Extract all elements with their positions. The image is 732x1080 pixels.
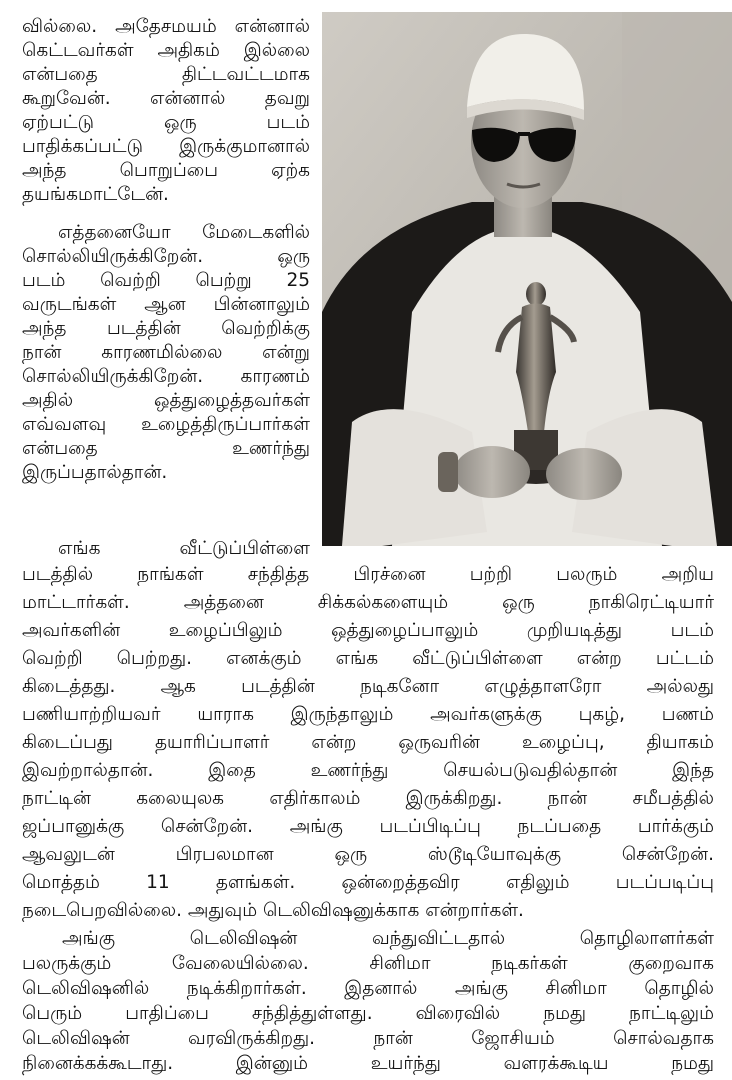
text-line: கிடைப்பது தயாரிப்பாளர் என்ற ஒருவரின் உழைப்பு, தியாகம் bbox=[22, 732, 714, 753]
text-line: ஜப்பானுக்கு சென்றேன். அங்கு படப்பிடிப்பு நடப்பதை பார்க்கும் bbox=[22, 816, 714, 837]
text-line: தயங்கமாட்டேன். bbox=[22, 184, 169, 205]
text-line: அவர்களின் உழைப்பிலும் ஒத்துழைப்பாலும் முறியடித்து படம் bbox=[22, 620, 714, 641]
portrait-photo bbox=[322, 12, 732, 546]
text-line: அந்த பொறுப்பை ஏற்க bbox=[22, 160, 310, 181]
portrait-illustration bbox=[322, 12, 732, 546]
text-line: நாட்டின் கலையுலக எதிர்காலம் இருக்கிறது. நான் சமீபத்தில் bbox=[22, 788, 714, 809]
text-line: படம் வெற்றி பெற்று 25 bbox=[22, 270, 310, 291]
text-line: கெட்டவர்கள் அதிகம் இல்லை bbox=[22, 40, 310, 61]
text-line: பெரும் பாதிப்பை சந்தித்துள்ளது. விரைவில் நமது நாட்டிலும் bbox=[22, 1003, 714, 1024]
text-line: பலருக்கும் வேலையில்லை. சினிமா நடிகர்கள் குறைவாக bbox=[22, 953, 714, 974]
text-line: இவற்றால்தான். இதை உணர்ந்து செயல்படுவதில்தான் இந்த bbox=[22, 760, 714, 781]
text-line: ஆவலுடன் பிரபலமான ஒரு ஸ்டூடியோவுக்கு சென்றேன். bbox=[22, 844, 714, 865]
text-line: நான் காரணமில்லை என்று bbox=[22, 342, 310, 363]
text-line: கூறுவேன். என்னால் தவறு bbox=[22, 88, 310, 109]
text-line: டெலிவிஷன் வரவிருக்கிறது. நான் ஜோசியம் சொல்வதாக bbox=[22, 1028, 714, 1049]
text-line: எங்க வீட்டுப்பிள்ளை bbox=[58, 538, 310, 559]
text-line: அந்த படத்தின் வெற்றிக்கு bbox=[22, 318, 310, 339]
text-line: கிடைத்தது. ஆக படத்தின் நடிகனோ எழுத்தாளரோ அல்லது bbox=[22, 676, 714, 697]
text-line: என்பதை திட்டவட்டமாக bbox=[22, 64, 310, 85]
text-line: சொல்லியிருக்கிறேன். காரணம் bbox=[22, 366, 310, 387]
text-line: என்பதை உணர்ந்து bbox=[22, 438, 310, 459]
text-line: வெற்றி பெற்றது. எனக்கும் எங்க வீட்டுப்பிள்ளை என்ற பட்டம் bbox=[22, 648, 714, 669]
text-line: எவ்வளவு உழைத்திருப்பார்கள் bbox=[22, 414, 310, 435]
text-line: அதில் ஒத்துழைத்தவர்கள் bbox=[22, 390, 310, 411]
text-line: படத்தில் நாங்கள் சந்தித்த பிரச்னை பற்றி பலரும் அறிய bbox=[22, 564, 714, 585]
text-line: எத்தனையோ மேடைகளில் bbox=[58, 222, 310, 243]
text-line: இருப்பதால்தான். bbox=[22, 462, 168, 483]
text-line: நடைபெறவில்லை. அதுவும் டெலிவிஷனுக்காக என்றார்கள். bbox=[22, 900, 524, 921]
text-line: வருடங்கள் ஆன பின்னாலும் bbox=[22, 294, 310, 315]
text-line: பணியாற்றியவர் யாராக இருந்தாலும் அவர்களுக்கு புகழ், பணம் bbox=[22, 704, 714, 725]
text-line: மாட்டார்கள். அத்தனை சிக்கல்களையும் ஒரு நாகிரெட்டியார் bbox=[22, 592, 714, 613]
text-line: பாதிக்கப்பட்டு இருக்குமானால் bbox=[22, 136, 310, 157]
text-line: டெலிவிஷனில் நடிக்கிறார்கள். இதனால் அங்கு சினிமா தொழில் bbox=[22, 978, 714, 999]
text-line: வில்லை. அதேசமயம் என்னால் bbox=[22, 16, 310, 37]
text-line: அங்கு டெலிவிஷன் வந்துவிட்டதால் தொழிலாளர்கள் bbox=[62, 928, 714, 949]
text-line: மொத்தம் 11 தளங்கள். ஒன்றைத்தவிர எதிலும் படப்படிப்பு bbox=[22, 872, 714, 893]
text-line: சொல்லியிருக்கிறேன். ஒரு bbox=[22, 246, 310, 267]
text-line: ஏற்பட்டு ஒரு படம் bbox=[22, 112, 310, 133]
text-line: நினைக்கக்கூடாது. இன்னும் உயர்ந்து வளரக்கூடிய நமது bbox=[22, 1053, 714, 1074]
